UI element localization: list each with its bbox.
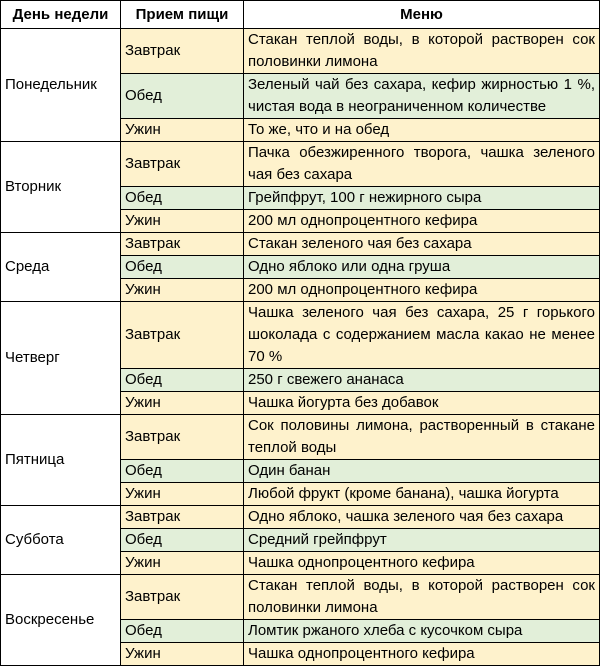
meal-cell: Обед [121,187,244,210]
header-day: День недели [1,1,121,29]
header-meal: Прием пищи [121,1,244,29]
meal-cell: Ужин [121,643,244,666]
menu-cell: Стакан теплой воды, в которой растворен сок половинки лимона [244,29,600,74]
menu-cell: Любой фрукт (кроме банана), чашка йогурта [244,483,600,506]
meal-cell: Обед [121,369,244,392]
header-menu: Меню [244,1,600,29]
meal-cell: Обед [121,74,244,119]
day-name-cell: Воскресенье [1,575,121,666]
table-row [1,575,600,620]
table-row [1,29,600,74]
menu-cell: Сок половины лимона, растворенный в стакане теплой воды [244,415,600,460]
meal-cell: Обед [121,529,244,552]
day-name-cell: Четверг [1,302,121,415]
menu-cell: Чашка однопроцентного кефира [244,643,600,666]
menu-cell: Зеленый чай без сахара, кефир жирностью 1 %, чистая вода в неограниченном количестве [244,74,600,119]
menu-cell: Стакан зеленого чая без сахара [244,233,600,256]
meal-cell: Ужин [121,552,244,575]
table-body [1,29,600,666]
meal-cell: Ужин [121,392,244,415]
table-row [1,233,600,256]
menu-cell: Чашка йогурта без добавок [244,392,600,415]
meal-cell: Завтрак [121,233,244,256]
menu-cell: Чашка однопроцентного кефира [244,552,600,575]
menu-cell: Одно яблоко, чашка зеленого чая без сахара [244,506,600,529]
menu-cell: Стакан теплой воды, в которой растворен сок половинки лимона [244,575,600,620]
meal-cell: Завтрак [121,302,244,369]
table-row [1,506,600,529]
menu-cell: Пачка обезжиренного творога, чашка зеленого чая без сахара [244,142,600,187]
menu-cell: Чашка зеленого чая без сахара, 25 г горького шоколада с содержанием масла какао не менее 70 % [244,302,600,369]
day-name-cell: Вторник [1,142,121,233]
meal-cell: Ужин [121,279,244,302]
menu-cell: Один банан [244,460,600,483]
day-name-cell: Понедельник [1,29,121,142]
meal-cell: Завтрак [121,142,244,187]
menu-cell: То же, что и на обед [244,119,600,142]
meal-cell: Обед [121,256,244,279]
table-row [1,302,600,369]
menu-cell: Грейпфрут, 100 г нежирного сыра [244,187,600,210]
menu-cell: 200 мл однопроцентного кефира [244,210,600,233]
table-row [1,142,600,187]
day-name-cell: Среда [1,233,121,302]
meal-cell: Ужин [121,119,244,142]
meal-cell: Ужин [121,483,244,506]
header-row [1,1,600,29]
meal-cell: Завтрак [121,506,244,529]
table-row [1,415,600,460]
day-name-cell: Пятница [1,415,121,506]
meal-cell: Обед [121,620,244,643]
meal-cell: Завтрак [121,29,244,74]
meal-cell: Ужин [121,210,244,233]
day-name-cell: Суббота [1,506,121,575]
meal-cell: Завтрак [121,415,244,460]
menu-cell: 200 мл однопроцентного кефира [244,279,600,302]
meal-cell: Обед [121,460,244,483]
menu-cell: Ломтик ржаного хлеба с кусочком сыра [244,620,600,643]
menu-cell: 250 г свежего ананаса [244,369,600,392]
menu-cell: Одно яблоко или одна груша [244,256,600,279]
menu-cell: Средний грейпфрут [244,529,600,552]
meal-cell: Завтрак [121,575,244,620]
